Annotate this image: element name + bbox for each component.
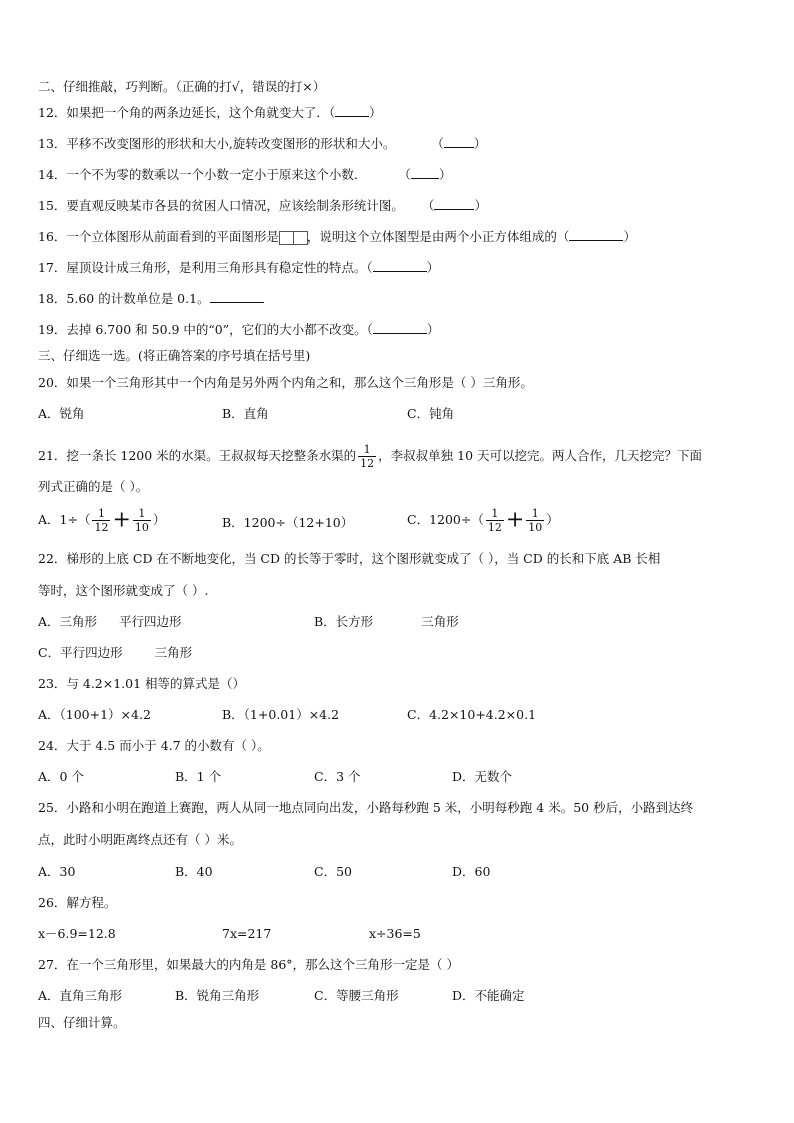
fraction <box>92 507 110 534</box>
q25-option-c[interactable]: C．50 <box>314 864 352 879</box>
q21-option-b[interactable]: B．1200÷（12+10） <box>222 515 354 530</box>
q24-option-d[interactable]: D．无数个 <box>452 769 513 784</box>
fraction-denominator: 12 <box>94 521 109 534</box>
fraction-denominator: 10 <box>134 521 149 534</box>
question-21 <box>38 443 702 470</box>
q23-option-a[interactable]: A．（100+1）×4.2 <box>38 707 151 722</box>
answer-blank[interactable] <box>373 260 427 272</box>
q20-option-a[interactable]: A．锐角 <box>38 406 85 421</box>
q21-option-a[interactable] <box>38 507 165 534</box>
q15-end: ） <box>474 198 487 213</box>
q21-c-suffix: ） <box>546 512 559 527</box>
q22-c-part2: 三角形 <box>154 645 193 660</box>
q15-text: 15．要直观反映某市各县的贫困人口情况，应该绘制条形统计图。 <box>38 198 404 213</box>
q25-option-d[interactable]: D．60 <box>452 864 491 879</box>
q16-text-b: ，说明这个立体图型是由两个小正方体组成的（ <box>306 229 570 244</box>
q22-text-b: 等时，这个图形就变成了（ ）. <box>38 583 209 598</box>
question-24: 24．大于 4.5 而小于 4.7 的小数有（ ）。 <box>38 738 270 753</box>
q12-text: 12．如果把一个角的两条边延长，这个角就变大了．（ <box>38 105 336 120</box>
q20-option-c[interactable]: C．钝角 <box>407 406 455 421</box>
question-22: 22．梯形的上底 CD 在不断地变化，当 CD 的长等于零时，这个图形就变成了（ ），当 CD 的长和下底 AB 长相 <box>38 551 661 566</box>
answer-blank[interactable] <box>411 167 439 179</box>
answer-blank[interactable] <box>210 291 264 303</box>
section-4-heading: 四、仔细计算。 <box>38 1015 126 1030</box>
answer-blank[interactable] <box>444 136 474 148</box>
section-2-heading: 二、仔细推敲，巧判断。（正确的打√，错误的打×） <box>38 79 326 94</box>
q24-option-c[interactable]: C．3 个 <box>314 769 361 784</box>
section-3-heading: 三、仔细选一选。(将正确答案的序号填在括号里) <box>38 348 311 363</box>
q20-option-b[interactable]: B．直角 <box>222 406 269 421</box>
q18-text: 18．5.60 的计数单位是 0.1。 <box>38 291 210 306</box>
q27-option-a[interactable]: A．直角三角形 <box>38 988 123 1003</box>
q15-open: （ <box>421 198 435 213</box>
q21-text-b: ，李叔叔单独 10 天可以挖完。两人合作，几天挖完？下面 <box>378 448 703 463</box>
q22-c-part1: C．平行四边形 <box>38 645 123 660</box>
question-12 <box>38 105 382 121</box>
q22-b-part1: B．长方形 <box>314 614 374 629</box>
plus-sign: + <box>112 507 131 533</box>
q19-text: 19．去掉 6.700 和 50.9 中的“0”，它们的大小都不改变。（ <box>38 322 373 337</box>
q27-option-d[interactable]: D．不能确定 <box>452 988 525 1003</box>
q27-option-c[interactable]: C．等腰三角形 <box>314 988 399 1003</box>
question-27: 27．在一个三角形里，如果最大的内角是 86°，那么这个三角形一定是（ ） <box>38 957 460 972</box>
q21-option-c[interactable] <box>407 507 559 534</box>
question-13 <box>38 136 486 152</box>
q22-option-c[interactable] <box>38 645 192 661</box>
q22-b-part2: 三角形 <box>421 614 459 629</box>
equation-2: 7x=217 <box>222 926 272 941</box>
q21-a-suffix: ） <box>152 512 166 527</box>
answer-blank[interactable] <box>434 198 474 210</box>
answer-blank[interactable] <box>335 105 369 117</box>
fraction <box>133 507 151 534</box>
q27-option-b[interactable]: B．锐角三角形 <box>175 988 260 1003</box>
q12-end: ） <box>369 105 382 120</box>
question-26: 26．解方程。 <box>38 895 117 910</box>
q21-text-c: 列式正确的是（ ）。 <box>38 479 149 494</box>
fraction-denominator: 10 <box>528 521 543 534</box>
q16-end: ） <box>623 229 636 244</box>
fraction <box>358 443 376 470</box>
q21-a-prefix: A．1÷（ <box>38 512 91 527</box>
question-20: 20．如果一个三角形其中一个内角是另外两个内角之和，那么这个三角形是（ ）三角形。 <box>38 375 533 390</box>
q25-option-b[interactable]: B．40 <box>175 864 213 879</box>
q14-end: ） <box>438 167 452 182</box>
question-19 <box>38 322 439 338</box>
equation-3: x÷36=5 <box>369 926 421 941</box>
two-squares-figure <box>279 231 307 245</box>
question-25: 25．小路和小明在跑道上赛跑，两人从同一地点同向出发，小路每秒跑 5 米，小明每秒跑 4 米。50 秒后，小路到达终 <box>38 800 694 815</box>
fraction-numerator: 1 <box>92 507 110 521</box>
q17-end: ） <box>426 260 440 275</box>
fraction-numerator: 1 <box>526 507 544 521</box>
answer-blank[interactable] <box>569 229 623 241</box>
fraction <box>486 507 504 534</box>
question-16 <box>38 229 636 245</box>
q25-text-b: 点，此时小明距离终点还有（ ）米。 <box>38 832 242 847</box>
question-14 <box>38 167 451 183</box>
question-23: 23．与 4.2×1.01 相等的算式是（） <box>38 676 246 691</box>
plus-sign: + <box>505 507 525 533</box>
fraction-numerator: 1 <box>133 507 151 521</box>
question-15 <box>38 198 487 214</box>
q17-text: 17．屋顶设计成三角形，是利用三角形具有稳定性的特点。（ <box>38 260 373 275</box>
q23-option-c[interactable]: C．4.2×10+4.2×0.1 <box>407 707 537 722</box>
q13-text: 13．平移不改变图形的形状和大小,旋转改变图形的形状和大小。 <box>38 136 396 151</box>
q22-a-part2: 平行四边形 <box>119 614 182 629</box>
q22-option-b[interactable] <box>314 614 459 630</box>
q13-open: （ <box>431 136 444 151</box>
q14-open: （ <box>398 167 411 182</box>
q21-c-prefix: C．1200÷（ <box>407 512 484 527</box>
fraction <box>526 507 544 534</box>
fraction-numerator: 1 <box>358 443 376 457</box>
q19-end: ） <box>426 322 440 337</box>
fraction-numerator: 1 <box>486 507 504 521</box>
q22-option-a[interactable] <box>38 614 182 630</box>
equation-1: x－6.9=12.8 <box>38 926 116 941</box>
fraction-denominator: 12 <box>487 521 502 534</box>
answer-blank[interactable] <box>373 322 427 334</box>
q14-text: 14．一个不为零的数乘以一个小数一定小于原来这个小数． <box>38 167 367 182</box>
q25-option-a[interactable]: A．30 <box>38 864 76 879</box>
q21-text-a: 21．挖一条长 1200 米的水渠。王叔叔每天挖整条水渠的 <box>38 448 357 463</box>
question-17 <box>38 260 439 276</box>
q24-option-b[interactable]: B．1 个 <box>175 769 222 784</box>
q24-option-a[interactable]: A．0 个 <box>38 769 84 784</box>
question-18 <box>38 291 264 307</box>
q16-text-a: 16．一个立体图形从前面看到的平面图形是 <box>38 229 279 244</box>
fraction-denominator: 12 <box>360 457 375 470</box>
q22-a-part1: A．三角形 <box>38 614 98 629</box>
q13-end: ） <box>473 136 487 151</box>
q23-option-b[interactable]: B．（1+0.01）×4.2 <box>222 707 340 722</box>
